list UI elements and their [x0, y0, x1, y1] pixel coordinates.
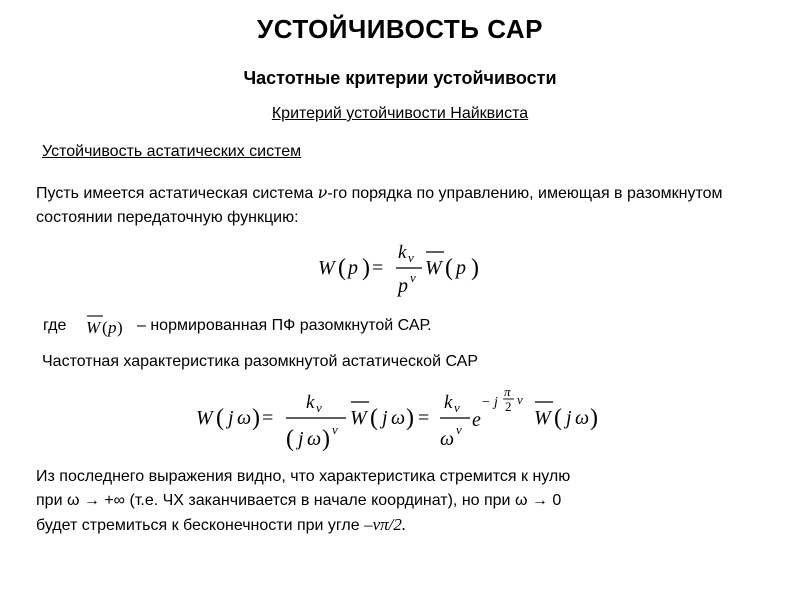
nu-symbol: ν [317, 183, 328, 202]
intro-part1: Пусть имеется астатическая система [36, 185, 318, 202]
f2-eq2: = [418, 407, 430, 429]
f2-rp3: ) [590, 405, 598, 431]
f2-den-rp: ) [322, 426, 330, 452]
f2-k2: k [444, 392, 453, 413]
slide-subtitle: Частотные критерии устойчивости [243, 68, 557, 88]
conclusion-line3 [36, 513, 776, 538]
intro-paragraph [36, 181, 776, 230]
f1-den-nu: ν [410, 270, 416, 285]
normalized-tf-symbol [78, 310, 126, 340]
f1-rparen2: ) [471, 255, 479, 281]
where-p: p [108, 318, 117, 337]
slide-title: УСТОЙЧИВОСТЬ САР [257, 14, 543, 44]
f2-den-nu2: ν [456, 422, 462, 437]
f2-Wbar2: W [534, 407, 551, 429]
f2-j3: j [566, 407, 572, 429]
f1-num-nu: ν [408, 250, 414, 265]
transfer-function-formula [318, 238, 488, 300]
where-lparen: ( [102, 318, 108, 337]
f2-omega2: ω [391, 407, 406, 429]
f1-lhs-W: W [318, 257, 335, 279]
f2-j1: j [228, 407, 234, 429]
f2-omega1: ω [237, 407, 252, 429]
f1-num-k: k [398, 242, 407, 263]
f1-lparen: ( [338, 255, 346, 281]
f1-den-p: p [398, 275, 408, 297]
f2-exp-j: j [494, 395, 498, 410]
f1-lparen2: ( [445, 255, 453, 281]
f2-den-lp: ( [286, 426, 294, 452]
conclusion-line3-text: будет стремиться к бесконечности при угле [36, 517, 365, 534]
f2-omega3: ω [575, 407, 590, 429]
f1-rparen: ) [362, 255, 370, 281]
f2-lp3: ( [554, 405, 562, 431]
conclusion-paragraph [36, 465, 776, 538]
f1-arg-p: p [348, 257, 358, 279]
f2-den-nu: ν [332, 422, 338, 437]
f2-k1-nu: ν [316, 400, 322, 415]
conclusion-line2: при ω → +∞ (т.е. ЧХ заканчивается в начале координат), но при ω → 0 [36, 492, 562, 509]
f2-lp1: ( [216, 405, 224, 431]
f2-eq1: = [262, 407, 274, 429]
where-text: – нормированная ПФ разомкнутой САР. [137, 317, 432, 334]
f2-e: e [472, 409, 481, 431]
f1-arg-p2: p [456, 257, 466, 279]
f2-k2-nu: ν [454, 400, 460, 415]
f2-exp-two: 2 [505, 399, 512, 414]
f2-Wbar1: W [350, 407, 367, 429]
conclusion-line1: Из последнего выражения видно, что характеристика стремится к нулю [36, 468, 571, 485]
f2-den-omega2: ω [440, 428, 455, 450]
f2-exp-pi: π [504, 384, 511, 399]
f2-exp-nu: ν [517, 392, 523, 407]
criterion-heading: Критерий устойчивости Найквиста [271, 105, 529, 122]
freq-heading: Частотная характеристика разомкнутой астатической САР [42, 353, 479, 370]
where-gde: где [43, 317, 67, 334]
intro-part2: -го порядка по управлению, имеющая в разомкнутом состоянии передаточную функцию: [36, 185, 723, 226]
f2-den-omega: ω [307, 428, 322, 450]
conclusion-angle: –νπ/2. [364, 515, 407, 534]
where-W: W [86, 318, 101, 337]
f2-exp-minus: − [482, 395, 490, 410]
f2-j2: j [382, 407, 388, 429]
f2-lp2: ( [370, 405, 378, 431]
f1-equals: = [372, 257, 384, 279]
where-rparen: ) [117, 318, 123, 337]
f2-rp1: ) [252, 405, 260, 431]
f2-W: W [196, 407, 213, 429]
f2-k1: k [306, 392, 315, 413]
f2-den-j: j [298, 428, 304, 450]
f2-rp2: ) [406, 405, 414, 431]
f1-W: W [425, 257, 442, 279]
frequency-response-formula [196, 384, 606, 454]
section-heading: Устойчивость астатических систем [42, 143, 302, 160]
